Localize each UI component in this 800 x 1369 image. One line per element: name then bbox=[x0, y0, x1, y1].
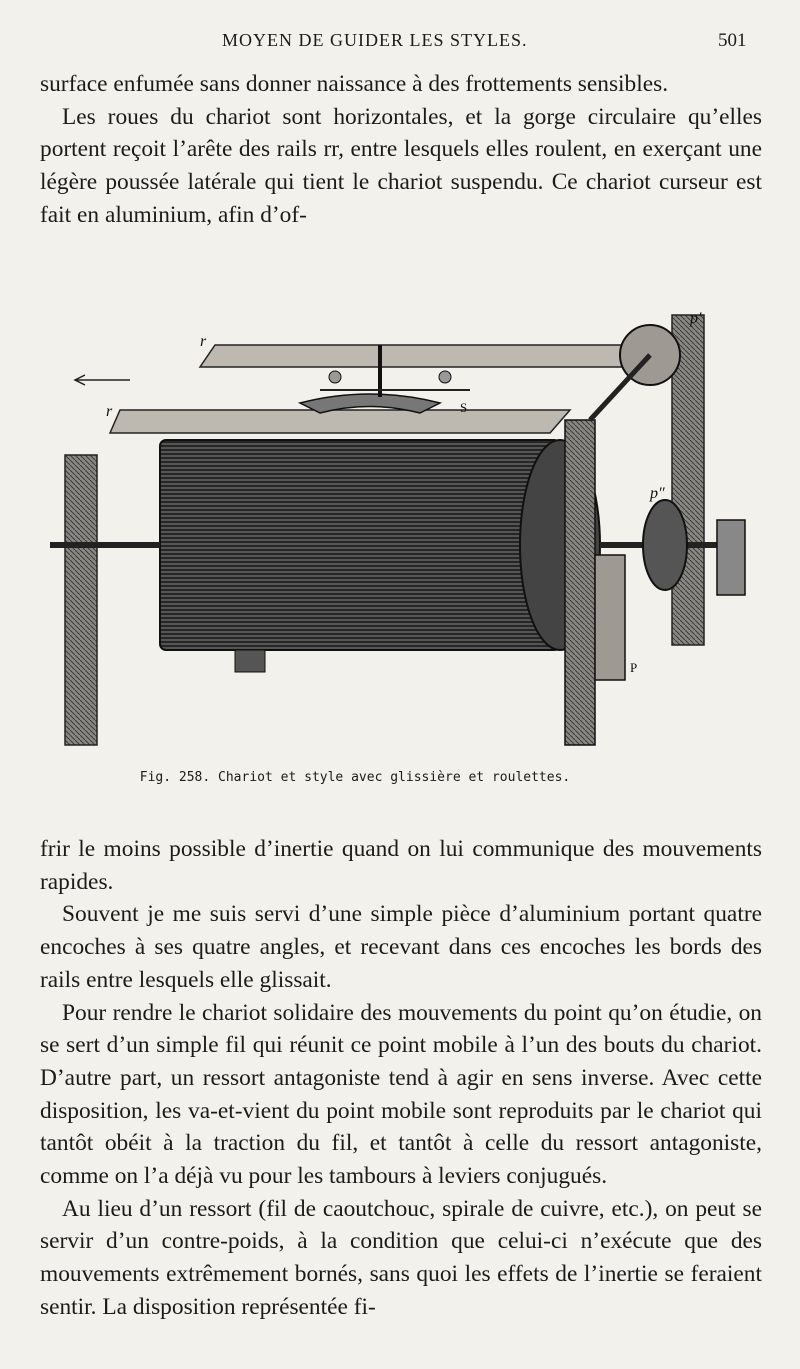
paragraph-1: surface enfumée sans donner naissance à des frottements sensibles. bbox=[40, 71, 669, 97]
label-s: S bbox=[460, 400, 468, 415]
recording-drum bbox=[160, 440, 560, 650]
label-r-top: r bbox=[200, 333, 207, 350]
box-p bbox=[595, 555, 625, 680]
running-title: MOYEN DE GUIDER LES STYLES. bbox=[222, 30, 528, 50]
drum-support bbox=[565, 420, 595, 745]
label-p-double: p″ bbox=[650, 485, 665, 502]
page-header bbox=[0, 30, 800, 58]
label-r-left: r bbox=[106, 403, 113, 420]
top-text bbox=[40, 68, 762, 232]
bottom-text bbox=[40, 833, 762, 1324]
paragraph-4: Souvent je me suis servi d’une simple pièce d’aluminium portant quatre encoches à ses quatre angles, et recevant dans ces encoches les bords des rails entre lesquels elle glissait. bbox=[40, 901, 762, 993]
top-rail bbox=[200, 345, 670, 367]
caption-text: Fig. 258. Chariot et style avec glissière et roulettes. bbox=[139, 770, 571, 785]
paragraph-5: Pour rendre le chariot solidaire des mouvements du point qu’on étudie, on se sert d’un simple fil qui réunit ce point mobile à l’un des bouts du chariot. D’autre part, un ressort antagoniste tend à agir en sens inverse. Avec cette disposition, les va-et-vient du point mobile sont reproduits par le chariot qui tantôt obéit à la traction du fil, et tantôt à celle du ressort antagoniste, comme on l’a déjà vu pour les tambours à leviers conjugués. bbox=[40, 999, 762, 1190]
lower-rail bbox=[110, 410, 570, 433]
figure-258 bbox=[50, 305, 760, 775]
paragraph-6: Au lieu d’un ressort (fil de caoutchouc, spirale de cuivre, etc.), on peut se servir d’un contre-poids, à la condition que celui-ci n’exécute que des mouvements extrêmement bornés, sans quoi les effets de l’inertie se feraient sentir. La disposition représentée fi- bbox=[40, 1195, 762, 1320]
paragraph-2: Les roues du chariot sont horizontales, et la gorge circulaire qu’elles portent reçoit l’arête des rails rr, entre lesquels elles roulent, en exerçant une légère poussée latérale qui tient le chariot suspendu. Ce chariot curseur est fait en aluminium, afin d’of- bbox=[40, 103, 762, 228]
label-p-prime: p′ bbox=[690, 310, 702, 327]
label-p: P bbox=[630, 660, 638, 675]
left-frame-post bbox=[65, 455, 97, 745]
pulley-p-double bbox=[643, 500, 687, 590]
page-number: 501 bbox=[718, 30, 747, 51]
paragraph-3: frir le moins possible d’inertie quand on lui communique des mouvements rapides. bbox=[40, 836, 762, 895]
chariot-illustration bbox=[50, 305, 760, 775]
figure-caption bbox=[0, 770, 800, 785]
